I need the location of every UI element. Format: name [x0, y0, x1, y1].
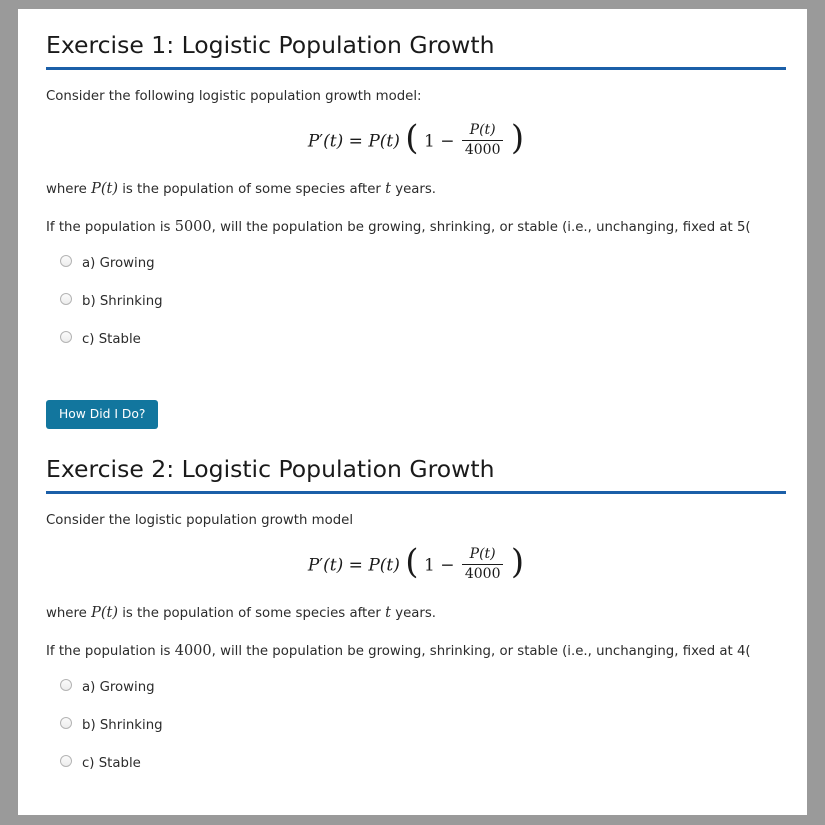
option-a[interactable] [46, 676, 807, 714]
equation-rhs-function: P(t) [368, 555, 400, 576]
exercise-2 [46, 455, 807, 790]
question-suffix: , will the population be growing, shrinking, or stable (i.e., unchanging, fixed at 5( [211, 220, 751, 236]
equation-lhs-function: P [307, 131, 320, 152]
exercise-1-question [46, 217, 807, 238]
where-prefix: where [46, 605, 92, 621]
equation-lhs-function: P [307, 555, 320, 576]
document-page [18, 9, 807, 815]
equation-fraction-numerator: P(t) [462, 546, 504, 566]
where-middle: is the population of some species after [117, 181, 386, 197]
how-did-i-do-button[interactable]: How Did I Do? [46, 400, 158, 429]
spacer [46, 429, 807, 455]
equation-minus: − [440, 555, 455, 576]
exercise-2-question [46, 641, 807, 662]
where-middle: is the population of some species after [117, 605, 386, 621]
equation-minus: − [440, 131, 455, 152]
exercise-2-equation: P′(t) = P(t) ( 1 − $\frac{P(t)}{4000}$ ) [307, 542, 525, 583]
radio-button-icon[interactable] [60, 679, 72, 691]
equation-rhs-function: P(t) [368, 131, 400, 152]
question-suffix: , will the population be growing, shrinking, or stable (i.e., unchanging, fixed at 4( [211, 644, 751, 660]
equation-equals: = [348, 131, 363, 152]
option-b-label: b) Shrinking [82, 293, 163, 309]
option-c[interactable] [46, 328, 807, 366]
option-b[interactable] [46, 714, 807, 752]
equation-lhs-variable: (t) [323, 555, 344, 576]
option-a-label: a) Growing [82, 679, 155, 695]
radio-button-icon[interactable] [60, 331, 72, 343]
question-prefix: If the population is [46, 220, 175, 236]
equation-fraction-denominator: 4000 [464, 566, 501, 583]
where-prefix: where [46, 181, 92, 197]
equation-fraction [462, 546, 504, 584]
option-c-label: c) Stable [82, 755, 141, 771]
equation-fraction [462, 122, 504, 160]
exercise-1-options [46, 252, 807, 366]
equation-prime: ′ [319, 555, 324, 576]
option-c[interactable] [46, 752, 807, 790]
exercise-1-intro: Consider the following logistic population growth model: [46, 89, 422, 104]
exercise-2-where-statement [46, 603, 807, 624]
exercise-2-title: Exercise 2: Logistic Population Growth [46, 455, 786, 494]
equation-one: 1 [423, 131, 435, 152]
radio-button-icon[interactable] [60, 755, 72, 767]
exercise-1-title: Exercise 1: Logistic Population Growth [46, 31, 786, 70]
equation-lhs-variable: (t) [323, 131, 344, 152]
document-content [46, 31, 807, 790]
exercise-2-intro: Consider the logistic population growth model [46, 513, 354, 529]
equation-prime: ′ [319, 131, 324, 152]
where-t-symbol: t [385, 604, 391, 621]
option-a[interactable] [46, 252, 807, 290]
question-prefix: If the population is [46, 644, 175, 660]
equation-fraction-denominator: 4000 [464, 142, 501, 159]
where-suffix: years. [390, 181, 437, 197]
option-b[interactable] [46, 290, 807, 328]
where-pt-symbol: P(t) [91, 604, 118, 621]
where-t-symbol: t [385, 180, 391, 197]
question-population-value: 4000 [174, 643, 212, 660]
equation-equals: = [348, 555, 363, 576]
exercise-1 [46, 31, 807, 455]
option-c-label: c) Stable [82, 331, 141, 347]
equation-one: 1 [423, 555, 435, 576]
exercise-2-options [46, 676, 807, 790]
option-a-label: a) Growing [82, 255, 155, 271]
where-pt-symbol: P(t) [91, 180, 118, 197]
where-suffix: years. [390, 605, 437, 621]
radio-button-icon[interactable] [60, 717, 72, 729]
exercise-1-equation: P′(t) = P(t) ( 1 − $\frac{P(t)}{4000}$ ) [307, 118, 525, 159]
radio-button-icon[interactable] [60, 255, 72, 267]
question-population-value: 5000 [174, 219, 212, 236]
radio-button-icon[interactable] [60, 293, 72, 305]
exercise-1-where-statement [46, 179, 807, 200]
equation-fraction-numerator: P(t) [462, 122, 504, 142]
option-b-label: b) Shrinking [82, 717, 163, 733]
